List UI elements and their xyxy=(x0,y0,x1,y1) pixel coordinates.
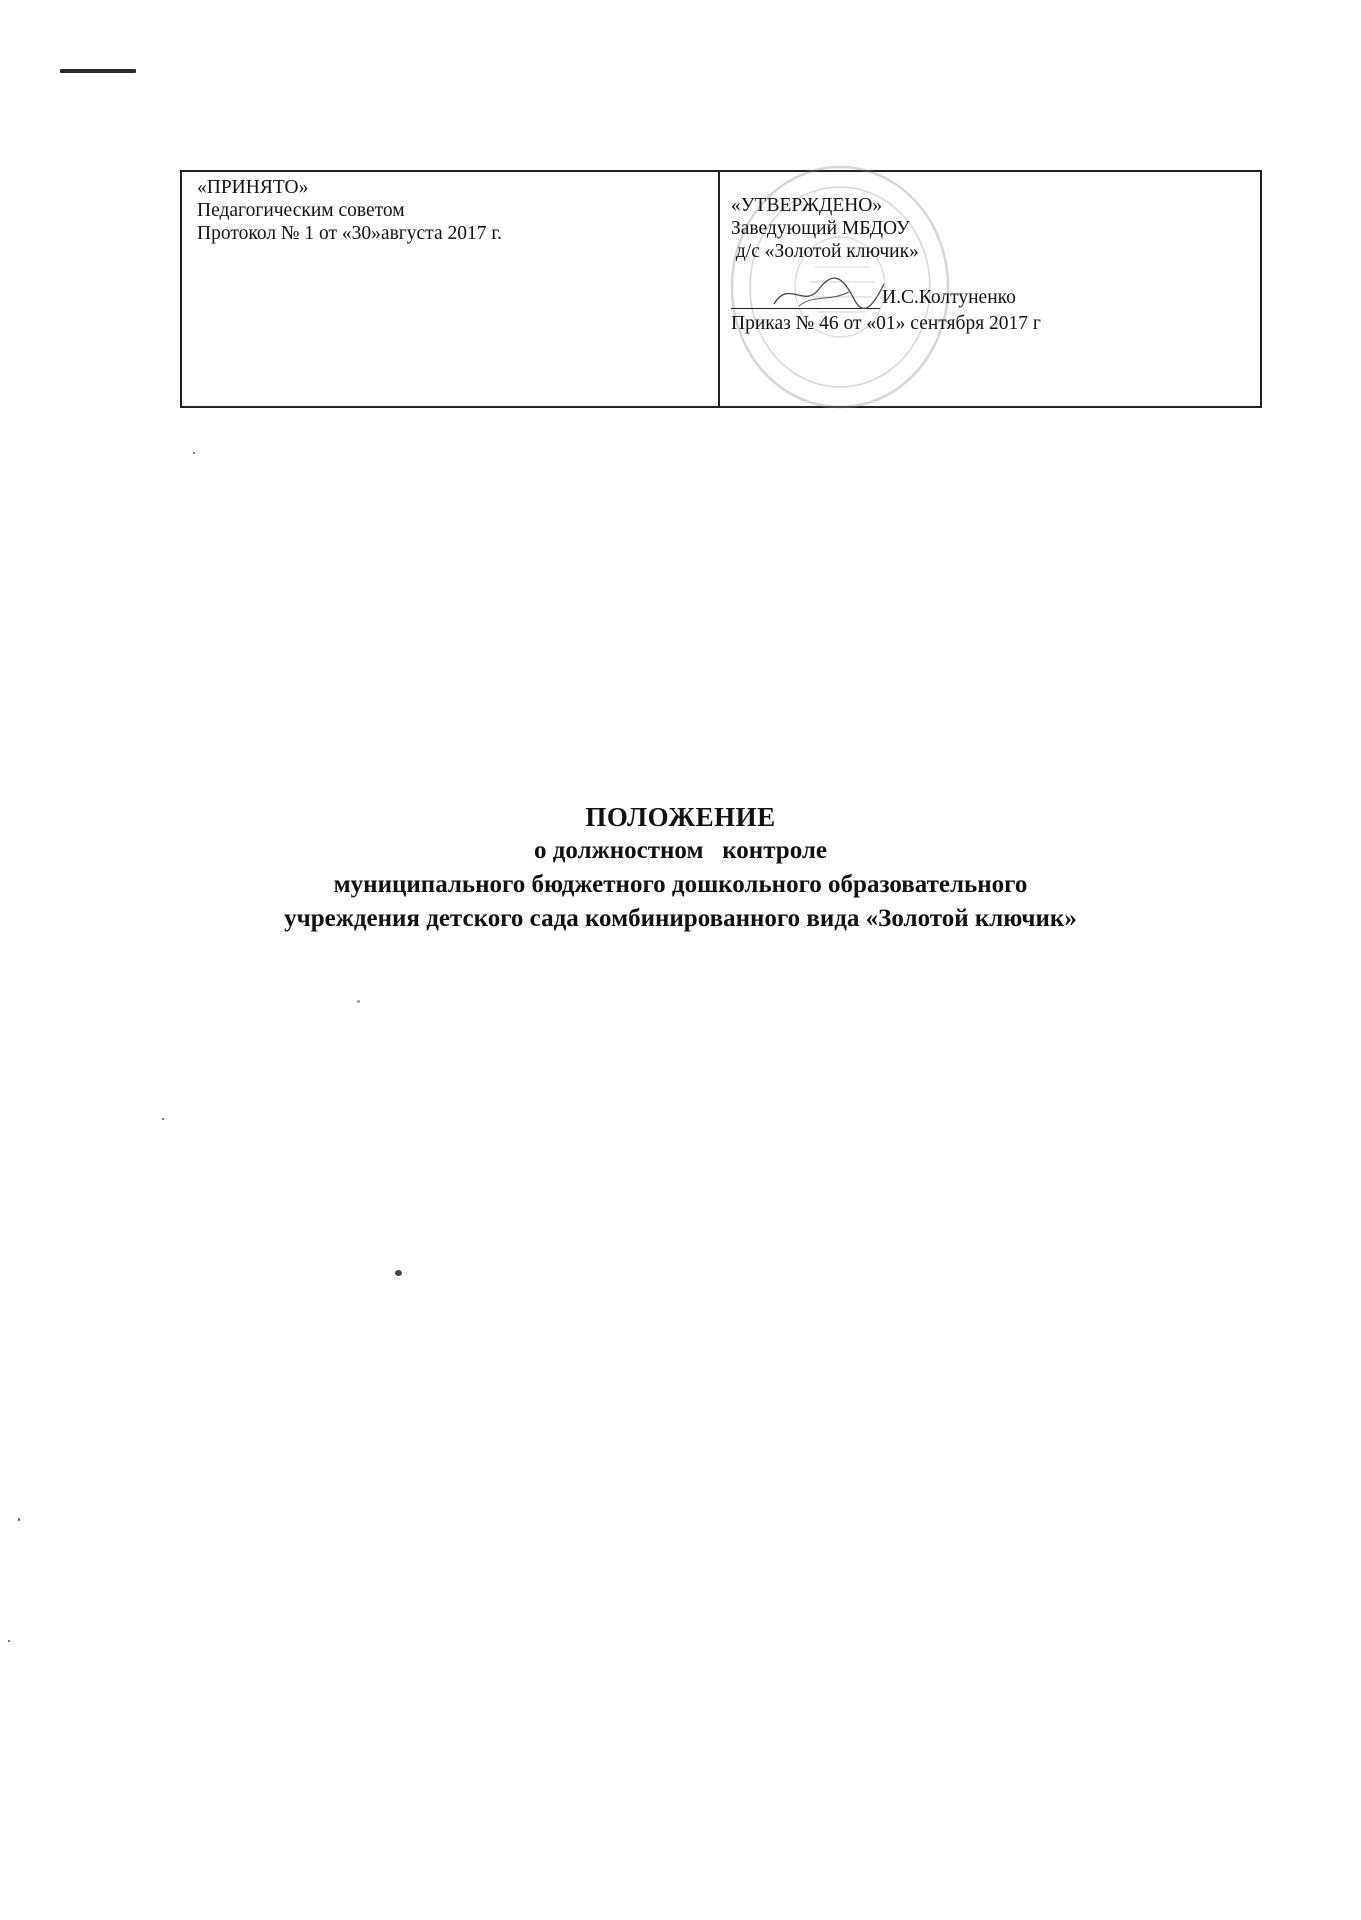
signatory-name: И.С.Колтуненко xyxy=(882,287,1016,308)
scan-corner-mark xyxy=(60,69,136,73)
approved-by-organization: д/с «Золотой ключик» xyxy=(731,241,919,262)
approval-order: Приказ № 46 от «01» сентября 2017 г xyxy=(731,313,1041,334)
signature-mark xyxy=(769,274,889,314)
accepted-cell xyxy=(182,172,720,406)
accepted-by: Педагогическим советом xyxy=(197,200,405,221)
approved-cell xyxy=(720,172,1260,406)
signature-line xyxy=(731,290,880,309)
title-line-2: муниципального бюджетного дошкольного образовательного xyxy=(333,871,1028,898)
approved-by-position: Заведующий МБДОУ xyxy=(731,218,910,239)
title-line-3: учреждения детского сада комбинированного вида «Золотой ключик» xyxy=(284,905,1077,932)
scan-speck xyxy=(18,1518,20,1521)
scan-speck xyxy=(395,1270,402,1276)
scan-speck xyxy=(8,1640,10,1642)
document-title xyxy=(0,800,1361,936)
scan-speck xyxy=(357,1000,360,1003)
scan-speck xyxy=(162,1118,164,1120)
approval-table xyxy=(180,170,1262,408)
approved-label: «УТВЕРЖДЕНО» xyxy=(731,195,883,216)
signature-row xyxy=(731,286,1260,309)
accepted-protocol: Протокол № 1 от «30»августа 2017 г. xyxy=(197,223,503,244)
accepted-label: «ПРИНЯТО» xyxy=(197,177,309,198)
title-heading: ПОЛОЖЕНИЕ xyxy=(585,802,776,832)
title-line-1: о должностном контроле xyxy=(534,837,827,864)
scan-speck xyxy=(193,452,195,454)
